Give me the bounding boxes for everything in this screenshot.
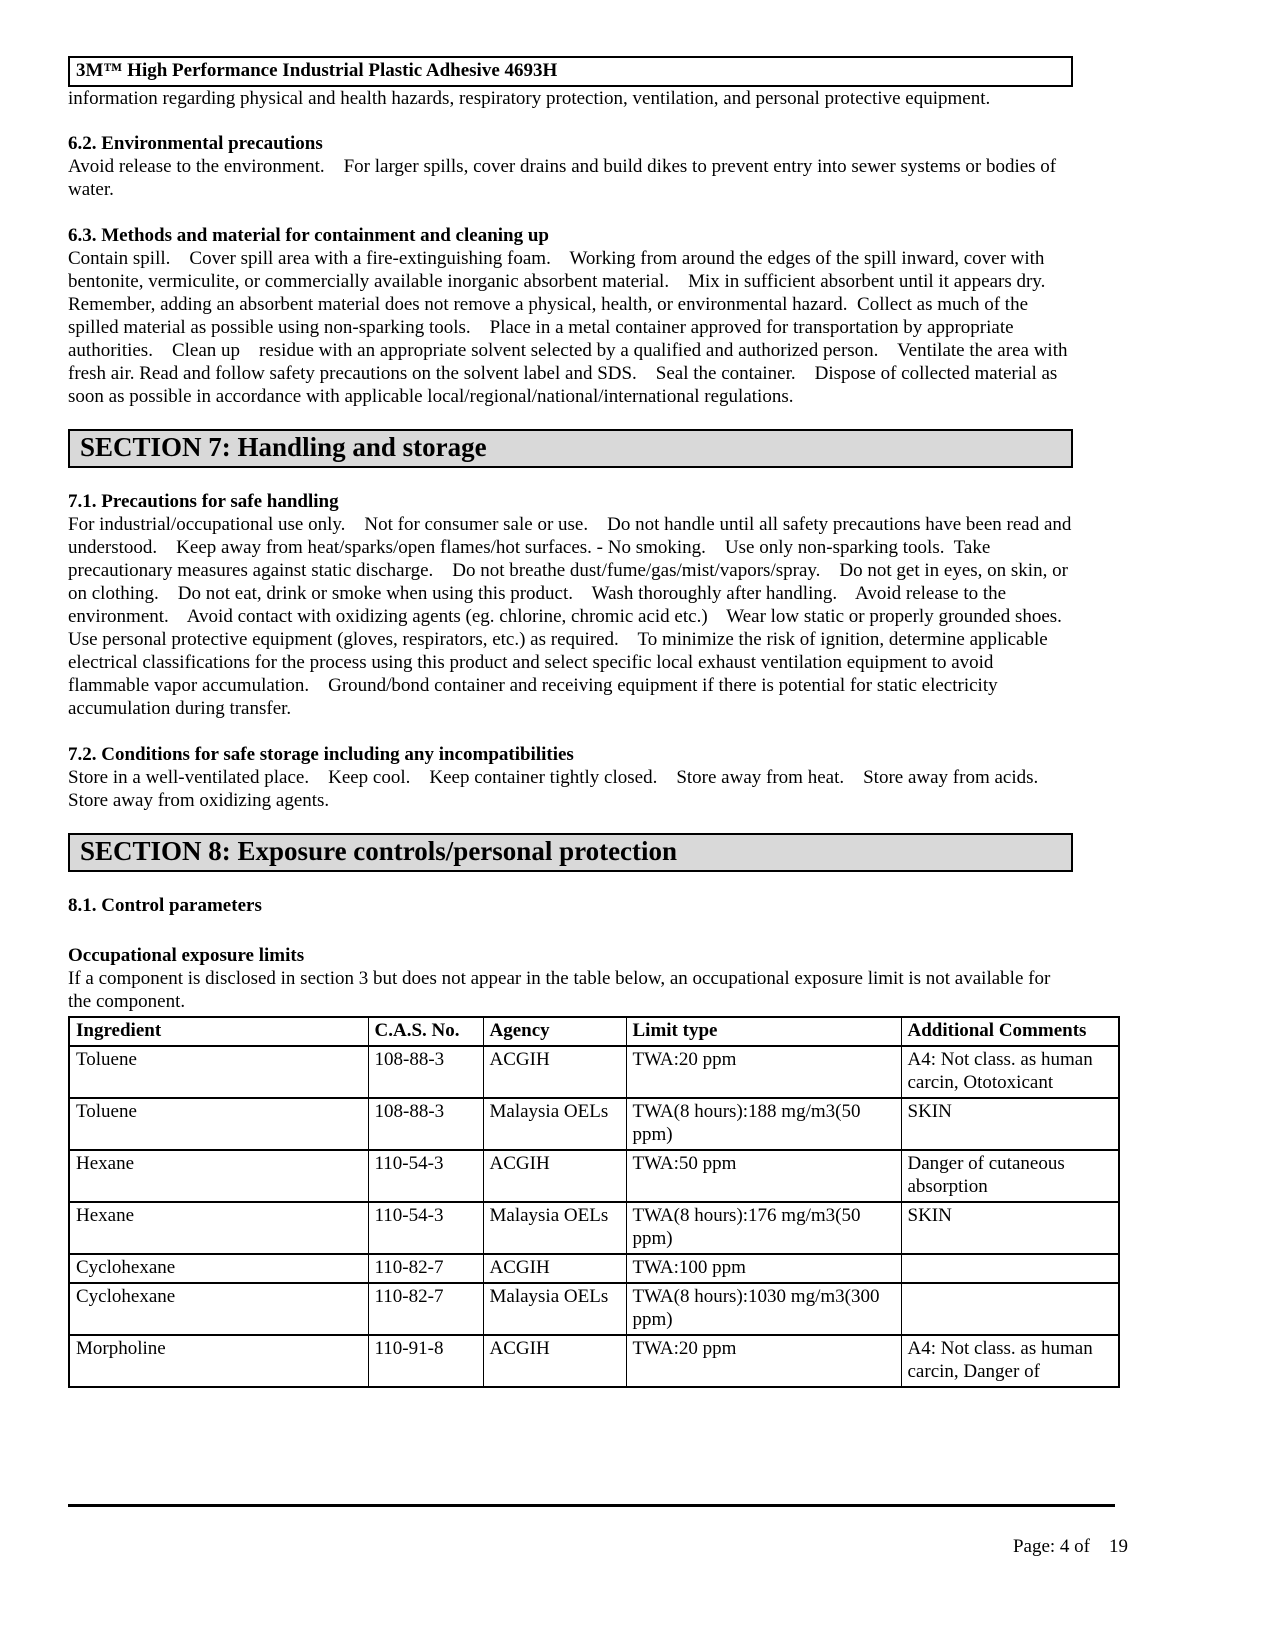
document-header [68,56,1073,87]
col-header-additional-comments: Additional Comments [901,1017,1119,1046]
section-6-2-heading: 6.2. Environmental precautions [68,133,323,154]
cell-cas-no: 110-54-3 [368,1202,483,1254]
table-row [69,1335,1119,1387]
section-8-title: SECTION 8: Exposure controls/personal protection [80,836,678,866]
cell-agency: ACGIH [483,1335,626,1387]
cell-limit-type: TWA:20 ppm [626,1335,901,1387]
product-title: 3M™ High Performance Industrial Plastic Adhesive 4693H [76,60,558,81]
table-row [69,1046,1119,1098]
cell-ingredient: Toluene [69,1098,368,1150]
cell-additional-comments: SKIN [901,1098,1119,1150]
footer-divider [68,1504,1115,1507]
section-7-title: SECTION 7: Handling and storage [80,432,487,462]
col-header-cas-no: C.A.S. No. [368,1017,483,1046]
cell-agency: ACGIH [483,1150,626,1202]
page-number-label: Page: 4 of 19 [1012,1536,1128,1557]
cell-ingredient: Toluene [69,1046,368,1098]
table-row [69,1283,1119,1335]
cell-agency: Malaysia OELs [483,1202,626,1254]
section-8-banner [68,833,1073,872]
section-7-1-text: For industrial/occupational use only. Not for consumer sale or use. Do not handle until all safety precautions have been read and understood. Keep away from heat/sparks/open flames/hot surfaces. - No smoking. Use only non-sparking tools. Take precautionary measures against static discharge. Do not breathe dust/fume/gas/mist/vapors/spray. Do not get in eyes, on skin, or on clothing. Do not eat, drink or smoke when using this product. Wash thoroughly after handling. Avoid release to the environment. Avoid contact with oxidizing agents (eg. chlorine, chromic acid etc.) Wear low static or properly grounded shoes. Use personal protective equipment (gloves, respirators, etc.) as required. To minimize the risk of ignition, determine applicable electrical classifications for the process using this product and select specific local exhaust ventilation equipment to avoid flammable vapor accumulation. Ground/bond container and receiving equipment if there is potential for static electricity accumulation during transfer. [68,514,1081,719]
intro-continuation-text: information regarding physical and health hazards, respiratory protection, ventilation, and personal protective equipment. [68,88,991,109]
section-6-3-heading: 6.3. Methods and material for containment and cleaning up [68,225,550,246]
section-7-2-heading: 7.2. Conditions for safe storage including any incompatibilities [68,744,574,765]
occupational-exposure-limits-heading: Occupational exposure limits [68,945,305,966]
cell-agency: ACGIH [483,1254,626,1283]
cell-ingredient: Hexane [69,1202,368,1254]
cell-additional-comments: A4: Not class. as human carcin, Ototoxicant [901,1046,1119,1098]
cell-agency: Malaysia OELs [483,1098,626,1150]
cell-cas-no: 108-88-3 [368,1046,483,1098]
cell-additional-comments: SKIN [901,1202,1119,1254]
cell-limit-type: TWA:20 ppm [626,1046,901,1098]
section-7-banner [68,429,1073,468]
cell-limit-type: TWA(8 hours):176 mg/m3(50 ppm) [626,1202,901,1254]
cell-additional-comments [901,1254,1119,1283]
document-body [68,87,1128,1558]
cell-agency: Malaysia OELs [483,1283,626,1335]
table-row [69,1150,1119,1202]
cell-limit-type: TWA(8 hours):1030 mg/m3(300 ppm) [626,1283,901,1335]
col-header-limit-type: Limit type [626,1017,901,1046]
cell-cas-no: 110-91-8 [368,1335,483,1387]
cell-ingredient: Cyclohexane [69,1254,368,1283]
cell-limit-type: TWA:50 ppm [626,1150,901,1202]
col-header-ingredient: Ingredient [69,1017,368,1046]
table-row [69,1254,1119,1283]
occupational-exposure-limits-intro: If a component is disclosed in section 3 but does not appear in the table below, an occupational exposure limit is not available for the component. [68,968,1056,1012]
cell-ingredient: Cyclohexane [69,1283,368,1335]
section-6-3-text: Contain spill. Cover spill area with a fire-extinguishing foam. Working from around the edges of the spill inward, cover with bentonite, vermiculite, or commercially available inorganic absorbent material. Mix in sufficient absorbent until it appears dry. Remember, adding an absorbent material does not remove a physical, health, or environmental hazard. Collect as much of the spilled material as possible using non-sparking tools. Place in a metal container approved for transportation by appropriate authorities. Clean up residue with an appropriate solvent selected by a qualified and authorized person. Ventilate the area with fresh air. Read and follow safety precautions on the solvent label and SDS. Seal the container. Dispose of collected material as soon as possible in accordance with applicable local/regional/national/international regulations. [68,248,1073,407]
cell-limit-type: TWA(8 hours):188 mg/m3(50 ppm) [626,1098,901,1150]
table-header-row [69,1017,1119,1046]
exposure-limits-table [68,1016,1120,1388]
cell-ingredient: Morpholine [69,1335,368,1387]
cell-ingredient: Hexane [69,1150,368,1202]
cell-additional-comments: A4: Not class. as human carcin, Danger of [901,1335,1119,1387]
cell-cas-no: 108-88-3 [368,1098,483,1150]
cell-agency: ACGIH [483,1046,626,1098]
cell-cas-no: 110-54-3 [368,1150,483,1202]
table-row [69,1202,1119,1254]
section-6-2-text: Avoid release to the environment. For larger spills, cover drains and build dikes to prevent entry into sewer systems or bodies of water. [68,156,1061,200]
section-8-1-heading: 8.1. Control parameters [68,895,262,916]
cell-cas-no: 110-82-7 [368,1254,483,1283]
page-footer [68,1535,1128,1558]
cell-additional-comments [901,1283,1119,1335]
cell-cas-no: 110-82-7 [368,1283,483,1335]
col-header-agency: Agency [483,1017,626,1046]
cell-additional-comments: Danger of cutaneous absorption [901,1150,1119,1202]
cell-limit-type: TWA:100 ppm [626,1254,901,1283]
section-7-2-text: Store in a well-ventilated place. Keep cool. Keep container tightly closed. Store away from heat. Store away from acids. Store away from oxidizing agents. [68,767,1058,811]
section-7-1-heading: 7.1. Precautions for safe handling [68,491,339,512]
table-row [69,1098,1119,1150]
